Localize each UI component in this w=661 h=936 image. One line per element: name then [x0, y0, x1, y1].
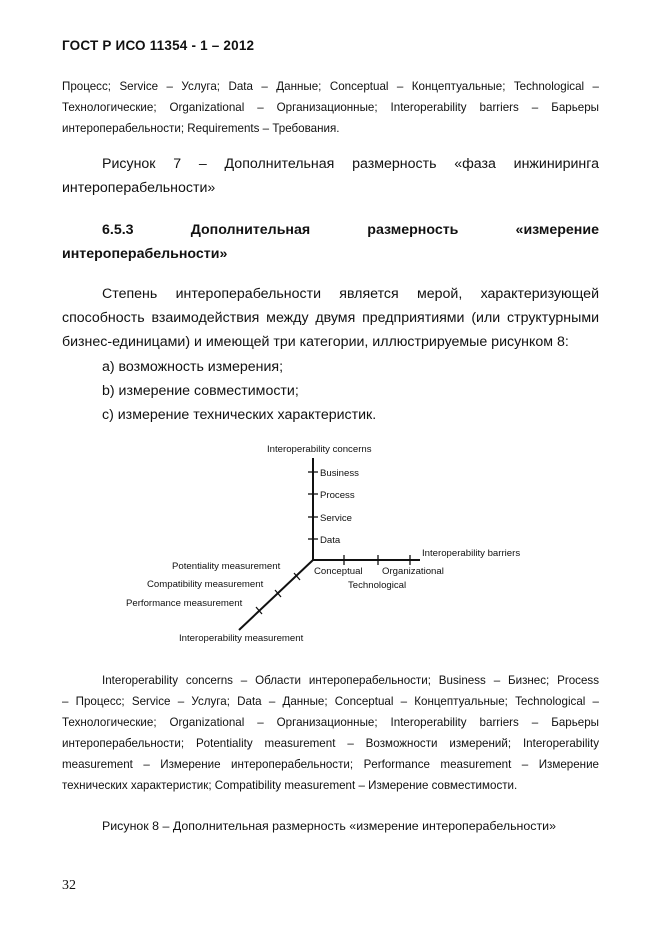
measurement-label: Potentiality measurement — [172, 561, 281, 572]
document-header: ГОСТ Р ИСО 11354 - 1 – 2012 — [62, 38, 255, 53]
concern-label: Business — [320, 468, 359, 479]
concern-label: Process — [320, 490, 355, 501]
page-number: 32 — [62, 878, 76, 893]
concern-label: Service — [320, 513, 352, 524]
body-line: бизнес-единицами) и имеющей три категории, иллюстрируемые рисунком 8: — [62, 334, 569, 350]
section-heading-line: 6.5.3 Дополнительная размерность «измерение — [102, 222, 599, 238]
figure7-legend-line: Процесс; Service – Услуга; Data – Данные; Conceptual – Концептуальные; Technological – — [62, 80, 599, 93]
figure7-legend-line: интероперабельности; Requirements – Требования. — [62, 122, 340, 135]
section-heading-line: интероперабельности» — [62, 246, 228, 262]
list-item: a) возможность измерения; — [102, 359, 284, 375]
figure8-legend-line: интероперабельности; Potentiality measurement – Возможности измерений; Interoperability — [62, 737, 599, 750]
measurement-label: Performance measurement — [126, 598, 243, 609]
figure8-legend-line: Interoperability concerns – Области интероперабельности; Business – Бизнес; Process — [102, 674, 599, 687]
body-line: Степень интероперабельности является мерой, характеризующей — [102, 286, 599, 302]
barrier-label: Organizational — [382, 566, 444, 577]
figure8-caption: Рисунок 8 – Дополнительная размерность «измерение интероперабельности» — [102, 819, 556, 833]
figure8-legend — [62, 670, 599, 796]
figure8-legend-line: measurement – Измерение интероперабельности; Performance measurement – Измерение — [62, 758, 599, 771]
concern-label: Data — [320, 535, 341, 546]
barriers-axis-label: Interoperability barriers — [422, 548, 521, 559]
body-line: способность взаимодействия между двумя предприятиями (или структурными — [62, 310, 599, 326]
figure7-caption-line: интероперабельности» — [62, 180, 216, 196]
figure8-legend-line: – Процесс; Service – Услуга; Data – Данные; Conceptual – Концептуальные; Technological – — [62, 695, 599, 708]
figure8-legend-line: Технологические; Organizational – Организационные; Interoperability barriers – Барьеры — [62, 716, 599, 729]
figure7-legend-line: Технологические; Organizational – Организационные; Interoperability barriers – Барьеры — [62, 101, 599, 114]
barrier-label: Technological — [348, 580, 407, 591]
figure7-caption-line: Рисунок 7 – Дополнительная размерность «фаза инжиниринга — [102, 156, 599, 172]
list-item: b) измерение совместимости; — [102, 383, 299, 399]
measurement-label: Compatibility measurement — [147, 579, 264, 590]
concerns-axis-label: Interoperability concerns — [267, 444, 372, 455]
barrier-label: Conceptual — [314, 566, 363, 577]
measurement-axis-label: Interoperability measurement — [179, 633, 304, 644]
figure8-legend-line: технических характеристик; Compatibility measurement – Измерение совместимости. — [62, 779, 518, 792]
list-item: c) измерение технических характеристик. — [102, 407, 377, 423]
